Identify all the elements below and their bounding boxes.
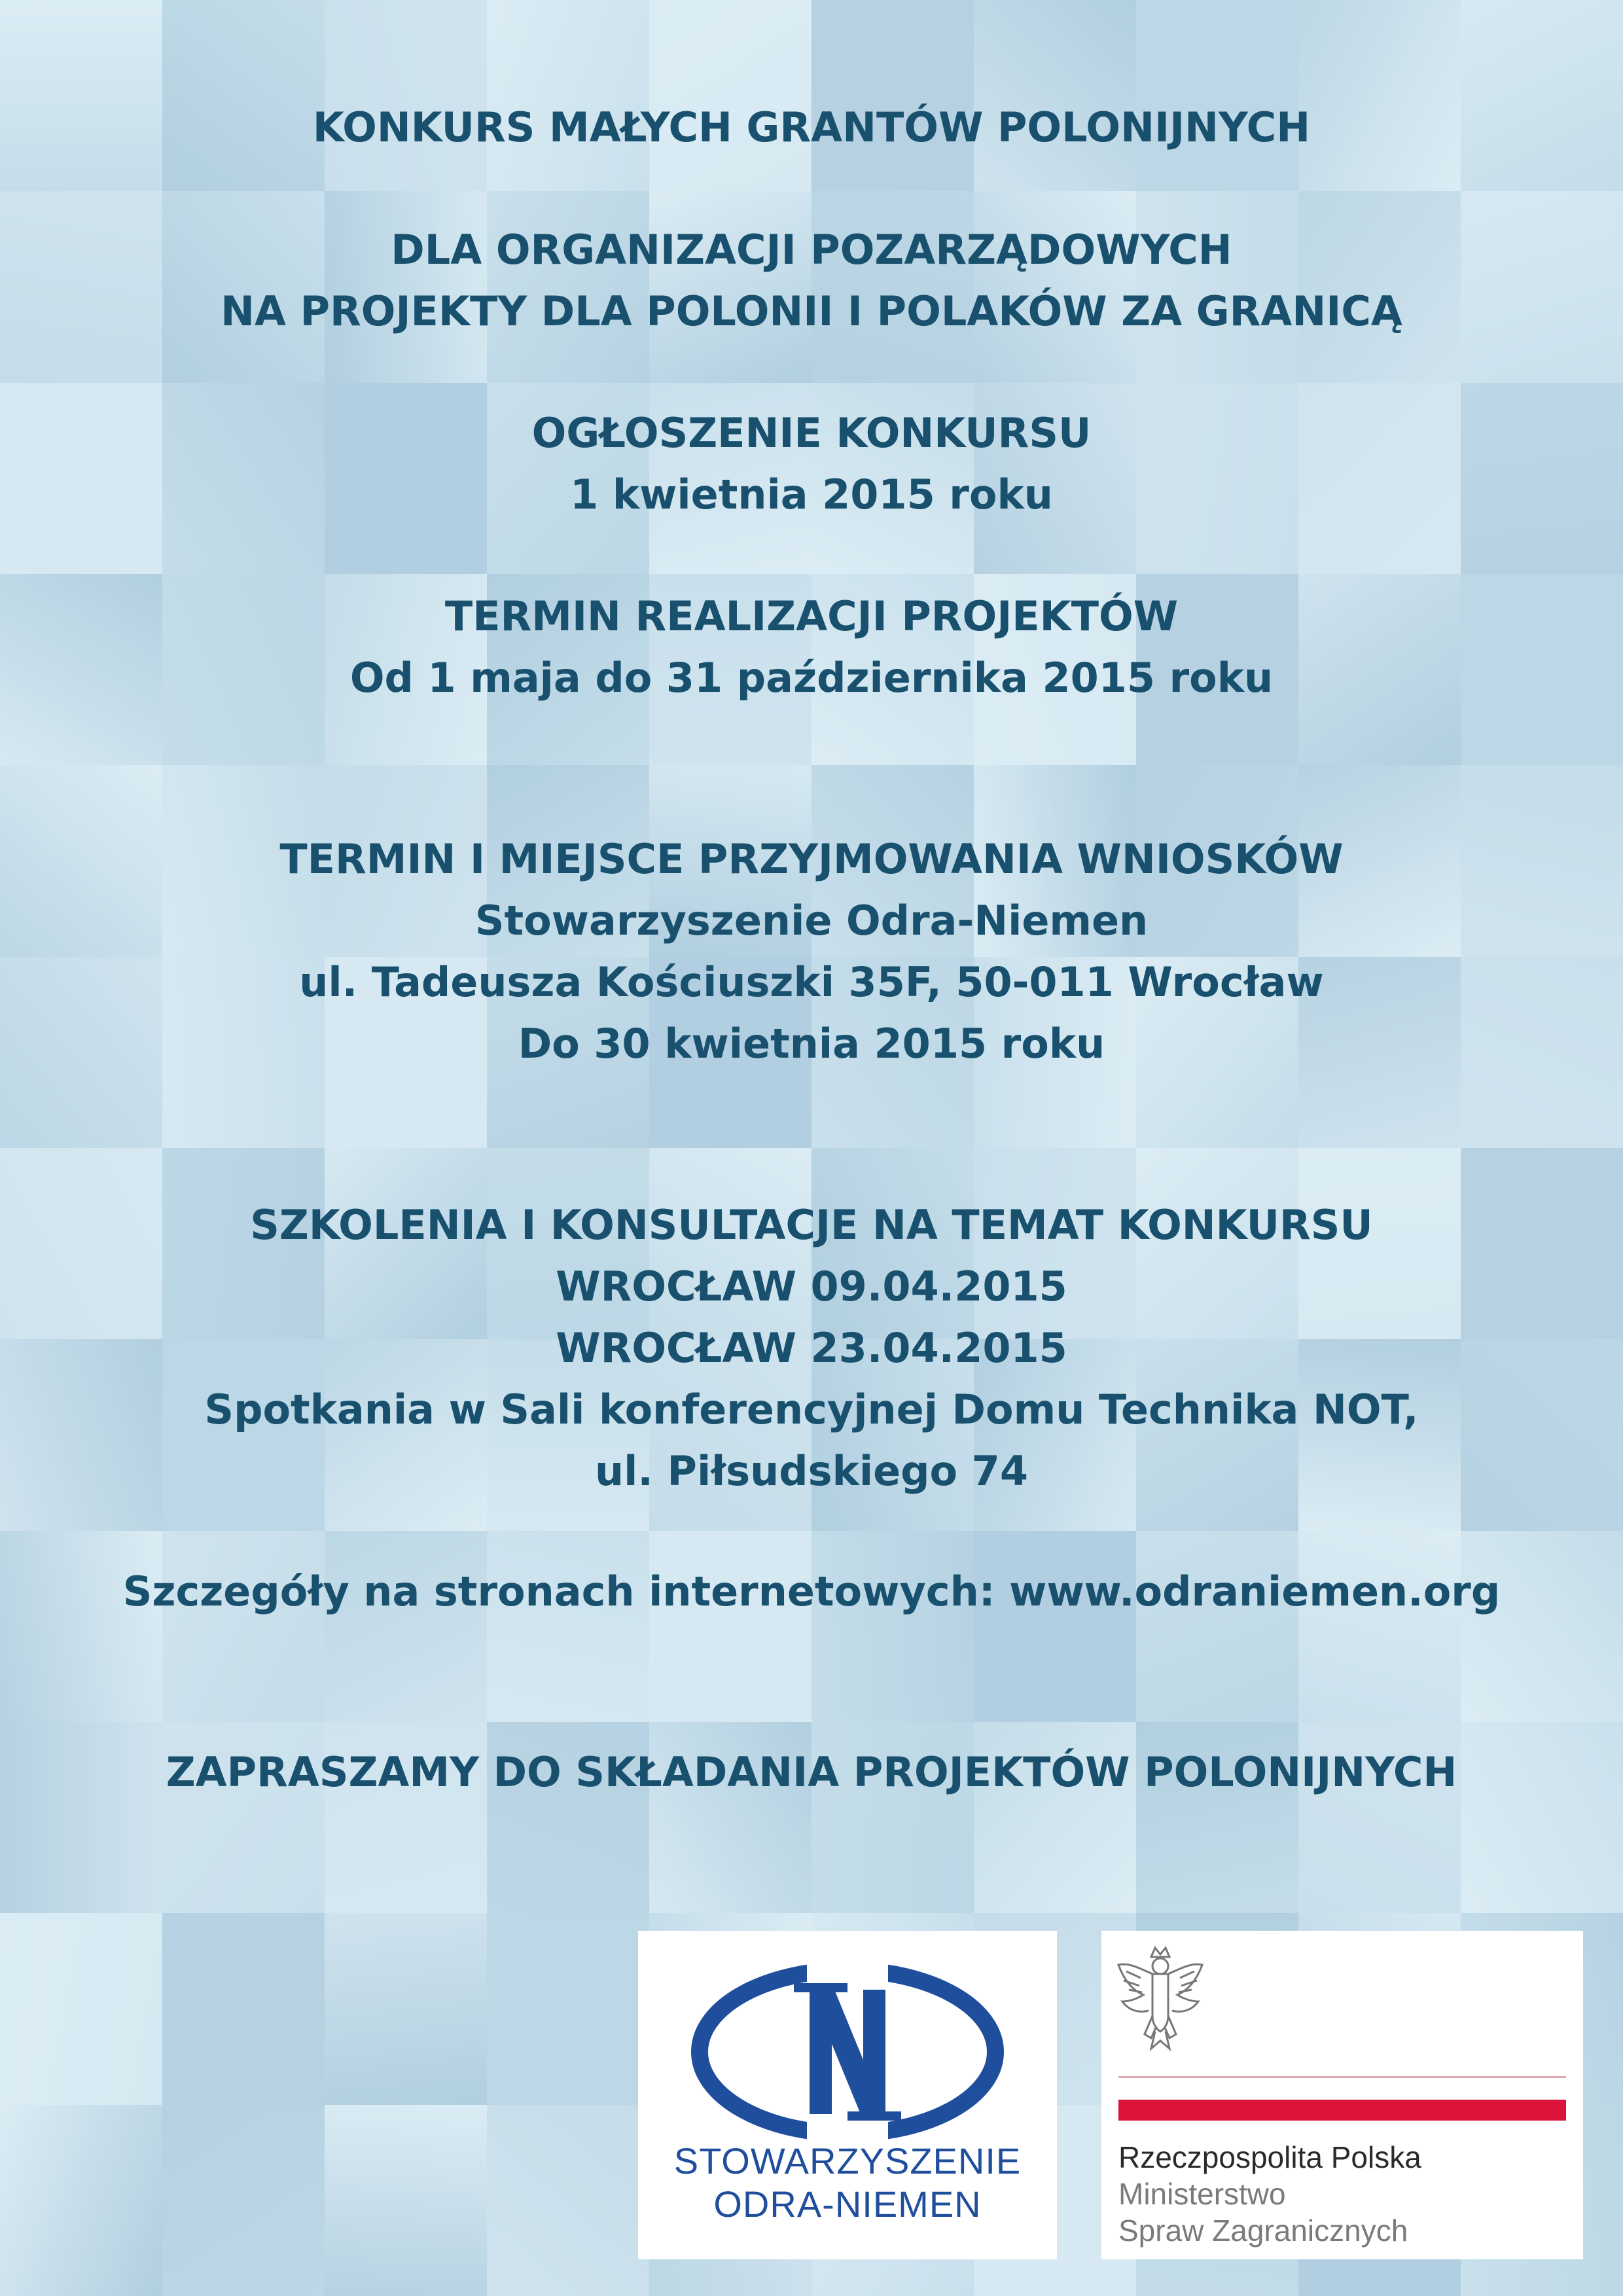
collage-tile: [649, 0, 812, 191]
collage-tile: [0, 1531, 162, 1722]
odra-niemen-name-line-1: STOWARZYSZENIE: [673, 2140, 1022, 2181]
training-session-1: WROCŁAW 09.04.2015: [556, 1263, 1067, 1310]
collage-tile: [1136, 0, 1298, 191]
collage-tile: [487, 1531, 649, 1722]
collage-tile: [162, 2105, 325, 2296]
collage-tile: [325, 0, 487, 191]
odra-niemen-emblem: [638, 1944, 1057, 2153]
collage-tile: [325, 1913, 487, 2104]
ministry-name-line-2: Spraw Zagranicznych: [1118, 2214, 1408, 2248]
announcement-heading: OGŁOSZENIE KONKURSU: [531, 409, 1092, 457]
submission-organization: Stowarzyszenie Odra-Niemen: [474, 897, 1149, 944]
competition-subtitle-line-2: NA PROJEKTY DLA POLONII I POLAKÓW ZA GRANICĄ: [221, 287, 1402, 335]
collage-tile: [812, 0, 974, 191]
implementation-period: Od 1 maja do 31 października 2015 roku: [349, 654, 1274, 702]
collage-tile: [487, 1913, 649, 2104]
competition-subtitle-line-1: DLA ORGANIZACJI POZARZĄDOWYCH: [391, 226, 1232, 274]
collage-tile: [1298, 1531, 1461, 1722]
collage-tile: [1461, 1531, 1623, 1722]
collage-tile: [325, 1531, 487, 1722]
collage-tile: [487, 0, 649, 191]
collage-tile: [0, 0, 162, 191]
collage-tile: [1136, 1531, 1298, 1722]
collage-tile: [162, 1913, 325, 2104]
collage-tile: [0, 1913, 162, 2104]
odra-niemen-name-line-2: ODRA-NIEMEN: [713, 2183, 982, 2225]
collage-tile: [974, 0, 1136, 191]
invitation: ZAPRASZAMY DO SKŁADANIA PROJEKTÓW POLONIJNYCH: [166, 1748, 1457, 1796]
collage-tile: [649, 1531, 812, 1722]
training-session-2: WROCŁAW 23.04.2015: [556, 1324, 1067, 1372]
flag-white-stripe-line: [1118, 2076, 1566, 2078]
training-heading: SZKOLENIA I KONSULTACJE NA TEMAT KONKURSU: [250, 1201, 1373, 1249]
flag-red-stripe: [1118, 2100, 1566, 2121]
collage-tile: [1298, 0, 1461, 191]
ministry-name-line-1: Ministerstwo: [1118, 2177, 1286, 2211]
collage-tile: [812, 1531, 974, 1722]
collage-tile: [974, 1531, 1136, 1722]
ministry-country-name: Rzeczpospolita Polska: [1118, 2140, 1421, 2174]
training-venue: Spotkania w Sali konferencyjnej Domu Technika NOT,: [204, 1386, 1419, 1433]
competition-title: KONKURS MAŁYCH GRANTÓW POLONIJNYCH: [312, 103, 1311, 151]
submission-heading: TERMIN I MIEJSCE PRZYJMOWANIA WNIOSKÓW: [279, 835, 1344, 883]
ministry-logo: [1101, 1931, 1583, 2259]
odra-niemen-logo: [638, 1931, 1057, 2259]
collage-tile: [1461, 0, 1623, 191]
announcement-date: 1 kwietnia 2015 roku: [570, 471, 1053, 518]
submission-deadline: Do 30 kwietnia 2015 roku: [518, 1020, 1105, 1067]
collage-tile: [162, 1531, 325, 1722]
details-website: Szczegóły na stronach internetowych: www.odraniemen.org: [122, 1568, 1501, 1615]
collage-tile: [0, 2105, 162, 2296]
training-venue-address: ul. Piłsudskiego 74: [595, 1447, 1028, 1495]
implementation-heading: TERMIN REALIZACJI PROJEKTÓW: [444, 592, 1179, 640]
polish-eagle-emblem: [1115, 1943, 1206, 2054]
submission-address: ul. Tadeusza Kościuszki 35F, 50-011 Wrocław: [299, 958, 1324, 1006]
collage-tile: [325, 2105, 487, 2296]
collage-tile: [162, 0, 325, 191]
collage-tile: [487, 2105, 649, 2296]
